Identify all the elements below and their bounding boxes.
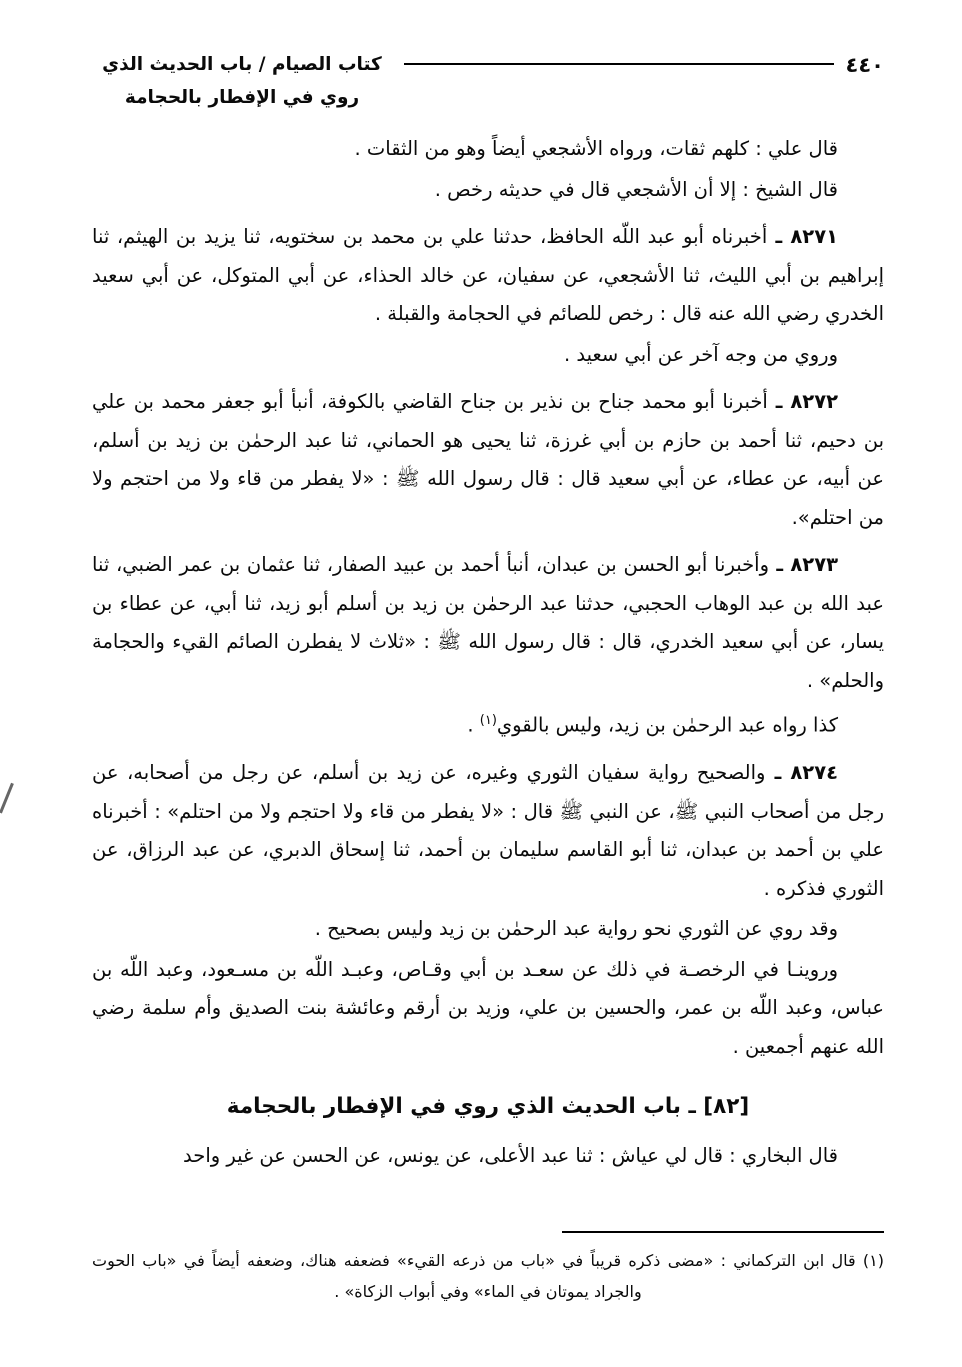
paragraph-text: قال الشيخ : إلا أن الأشجعي قال في حديثه رخص . — [434, 177, 838, 201]
paragraph-hadith-8271 — [92, 218, 884, 334]
paragraph-text: قال علي : كلهم ثقات، ورواه الأشجعي أيضاً وهو من الثقات . — [354, 137, 838, 160]
footnotes — [92, 1231, 884, 1307]
hadith-number: ٨٢٧٣ ـ — [769, 553, 838, 576]
footnote-separator-rule — [562, 1231, 884, 1233]
paragraph-text: كذا رواه عبد الرحمٰن بن زيد، وليس بالقوي — [496, 713, 838, 737]
paragraph-hadith-8272 — [92, 383, 884, 537]
paragraph-text: والصحيح رواية سفيان الثوري وغيره، عن زيد بن أسلم، عن رجل من أصحابه، عن رجل من أصحاب النبي ﷺ، عن النبي ﷺ قال : «لا يفطر من قاء ولا احتجم ولا من احتلم» : أخبرناه علي بن أحمد بن عبدان، ثنا أبو القاسم سليمان بن أحمد، ثنا إسحاق الدبري، عن عبد الرزاق، عن الثوري فذكره . — [92, 761, 884, 900]
running-title: كتاب الصيام / باب الحديث الذي روي في الإفطار بالحجامة — [102, 54, 382, 108]
hadith-number: ٨٢٧٢ ـ — [767, 390, 839, 413]
paragraph-text: قال البخاري : قال لي عياش : ثنا عبد الأعلى، عن يونس، عن الحسن عن غير واحد — [183, 1143, 838, 1167]
page-body — [92, 128, 884, 1177]
paragraph-text: وروي من وجه آخر عن أبي سعيد . — [564, 342, 838, 366]
footnote-ref-1: (١) — [479, 713, 497, 728]
paragraph-hadith-8274 — [92, 754, 884, 908]
paragraph-11 — [92, 1137, 884, 1176]
page-number: ٤٤٠ — [845, 53, 884, 77]
paragraph-tail: . — [467, 713, 480, 737]
paragraph-9 — [92, 910, 884, 949]
paragraph-7 — [92, 702, 884, 745]
paragraph-text: وقد روي عن الثوري نحو رواية عبد الرحمٰن بن زيد وليس بصحيح . — [314, 917, 838, 940]
hadith-number: ٨٢٧١ ـ — [767, 225, 838, 248]
paragraph-text: أخبرناه أبو عبد اللّه الحافظ، حدثنا علي بن محمد بن سختويه، ثنا يزيد بن الهيثم، ثنا إبراهيم بن أبي الليث، ثنا الأشجعي، عن سفيان، عن خالد الحذاء، عن أبي المتوكل، عن أبي سعيد الخدري رضي الله عنه قال : رخص للصائم في الحجامة والقبلة . — [92, 225, 884, 325]
hadith-number: ٨٢٧٤ ـ — [765, 761, 838, 784]
paragraph-4 — [92, 336, 884, 375]
section-heading: [٨٢] ـ باب الحديث الذي روي في الإفطار بالحجامة — [226, 1094, 750, 1119]
paragraph-text: أخبرنا أبو محمد جناح بن نذير بن جناح القاضي بالكوفة، أنبأ أبو جعفر محمد بن علي بن دحيم، ثنا أحمد بن حازم بن أبي غرزة، ثنا يحيى هو الحماني، ثنا عبد الرحمٰن بن زيد بن أسلم، عن أبيه، عن عطاء، عن أبي سعيد قال : قال رسول الله ﷺ : «لا يفطر من قاء ولا من احتجم ولا من احتلم». — [92, 390, 884, 529]
paragraph-10 — [92, 951, 884, 1067]
paragraph-1 — [92, 130, 884, 169]
scan-artifact-mark — [0, 783, 13, 814]
paragraph-text: وروينـا في الرخصـة في ذلك عن سعـد بن أبي وقـاص، وعبـد اللّه بن مسـعود، وعبد اللّه بن عباس، وعبد اللّه بن عمر، والحسين بن علي، وزيد بن أرقم وعائشة بنت الصديق وأم سلمة رضي الله عنهم أجمعين . — [92, 957, 884, 1058]
header-rule — [404, 63, 834, 65]
paragraph-hadith-8273 — [92, 546, 884, 700]
footnote-1: (١) قال ابن التركماني : «مضى ذكره قريباً في «باب من ذرعه القيء» فضعفه هناك، وضعفه أيضاً في «باب الحوت والجراد يموتان في الماء» وفي أبواب الزكاة» . — [92, 1251, 884, 1301]
paragraph-text: وأخبرنا أبو الحسن بن عبدان، أنبأ أحمد بن عبيد الصفار، ثنا عثمان بن عمر الضبي، ثنا عبد الله بن عبد الوهاب الحجبي، حدثنا عبد الرحمٰن بن زيد بن أسلم أبو زيد، ثنا أبي، عن عطاء بن يسار، عن أبي سعيد الخدري، قال : قال رسول الله ﷺ : «ثلاث لا يفطرن الصائم القيء والحجامة والحلم» . — [92, 553, 884, 692]
paragraph-2 — [92, 171, 884, 210]
page-header — [92, 48, 884, 114]
